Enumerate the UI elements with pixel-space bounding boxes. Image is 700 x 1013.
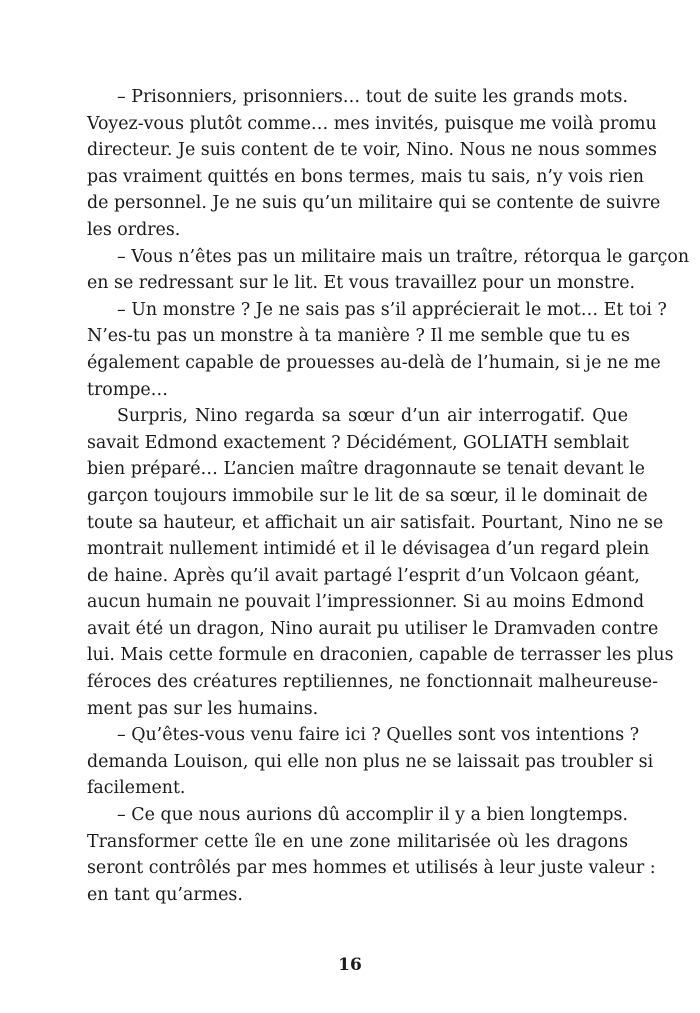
text-line: garçon toujours immobile sur le lit de sa sœur, il le dominait de [87, 485, 648, 506]
text-line: en tant qu’armes. [87, 884, 243, 905]
text-line: pas vraiment quittés en bons termes, mais tu sais, n’y vois rien [87, 166, 644, 187]
text-line: également capable de prouesses au-delà de l’humain, si je ne me [87, 352, 661, 373]
text-line: – Qu’êtes-vous venu faire ici ? Quelles sont vos intentions ? [117, 725, 640, 746]
text-line: lui. Mais cette formule en draconien, capable de terrasser les plus [87, 645, 674, 666]
text-line: – Prisonniers, prisonniers… tout de suite les grands mots. [117, 87, 628, 107]
text-line: N’es-tu pas un monstre à ta manière ? Il me semble que tu es [87, 326, 630, 347]
paragraph [87, 84, 661, 244]
text-line: Voyez-vous plutôt comme… mes invités, puisque me voilà promu [87, 113, 657, 134]
text-line: – Vous n’êtes pas un militaire mais un traître, rétorqua le garçon [117, 246, 690, 267]
text-line: seront contrôlés par mes hommes et utilisés à leur juste valeur : [87, 858, 656, 879]
text-line: les ordres. [87, 219, 181, 240]
paragraph [87, 722, 654, 802]
page-number: 16 [338, 955, 362, 975]
text-line: de personnel. Je ne suis qu’un militaire qui se contente de suivre [87, 193, 661, 214]
text-line: ment pas sur les humains. [87, 698, 319, 719]
text-line: de haine. Après qu’il avait partagé l’esprit d’un Volcaon géant, [87, 565, 640, 586]
text-line: demanda Louison, qui elle non plus ne se laissait pas troubler si [87, 751, 654, 772]
text-line: aucun humain ne pouvait l’impressionner. Si au moins Edmond [87, 592, 645, 613]
body-text [87, 84, 690, 908]
text-line: bien préparé… L’ancien maître dragonnaute se tenait devant le [87, 459, 645, 480]
text-line: toute sa hauteur, et affichait un air satisfait. Pourtant, Nino ne se [87, 512, 664, 533]
text-line: – Ce que nous aurions dû accomplir il y a bien longtemps. [117, 805, 628, 826]
text-line: féroces des créatures reptiliennes, ne fonctionnait malheureuse- [87, 672, 658, 693]
text-line: Transformer cette île en une zone militarisée où les dragons [87, 831, 628, 852]
paragraph [87, 802, 656, 908]
paragraph [87, 244, 690, 297]
text-line: savait Edmond exactement ? Décidément, GOLIATH semblait [87, 432, 629, 453]
text-line: montrait nullement intimidé et il le dévisagea d’un regard plein [87, 539, 650, 560]
text-line: Surpris, Nino regarda sa sœur d’un air interrogatif. Que [117, 406, 628, 427]
text-line: en se redressant sur le lit. Et vous travaillez pour un monstre. [87, 273, 636, 294]
text-line: facilement. [87, 778, 186, 799]
text-line: – Un monstre ? Je ne sais pas s’il apprécierait le mot… Et toi ? [117, 299, 667, 320]
text-line: directeur. Je suis content de te voir, Nino. Nous ne nous sommes [87, 140, 657, 161]
text-line: avait été un dragon, Nino aurait pu utiliser le Dramvaden contre [87, 618, 659, 639]
paragraph [87, 403, 674, 722]
text-line: trompe… [87, 379, 169, 400]
paragraph [87, 297, 667, 403]
